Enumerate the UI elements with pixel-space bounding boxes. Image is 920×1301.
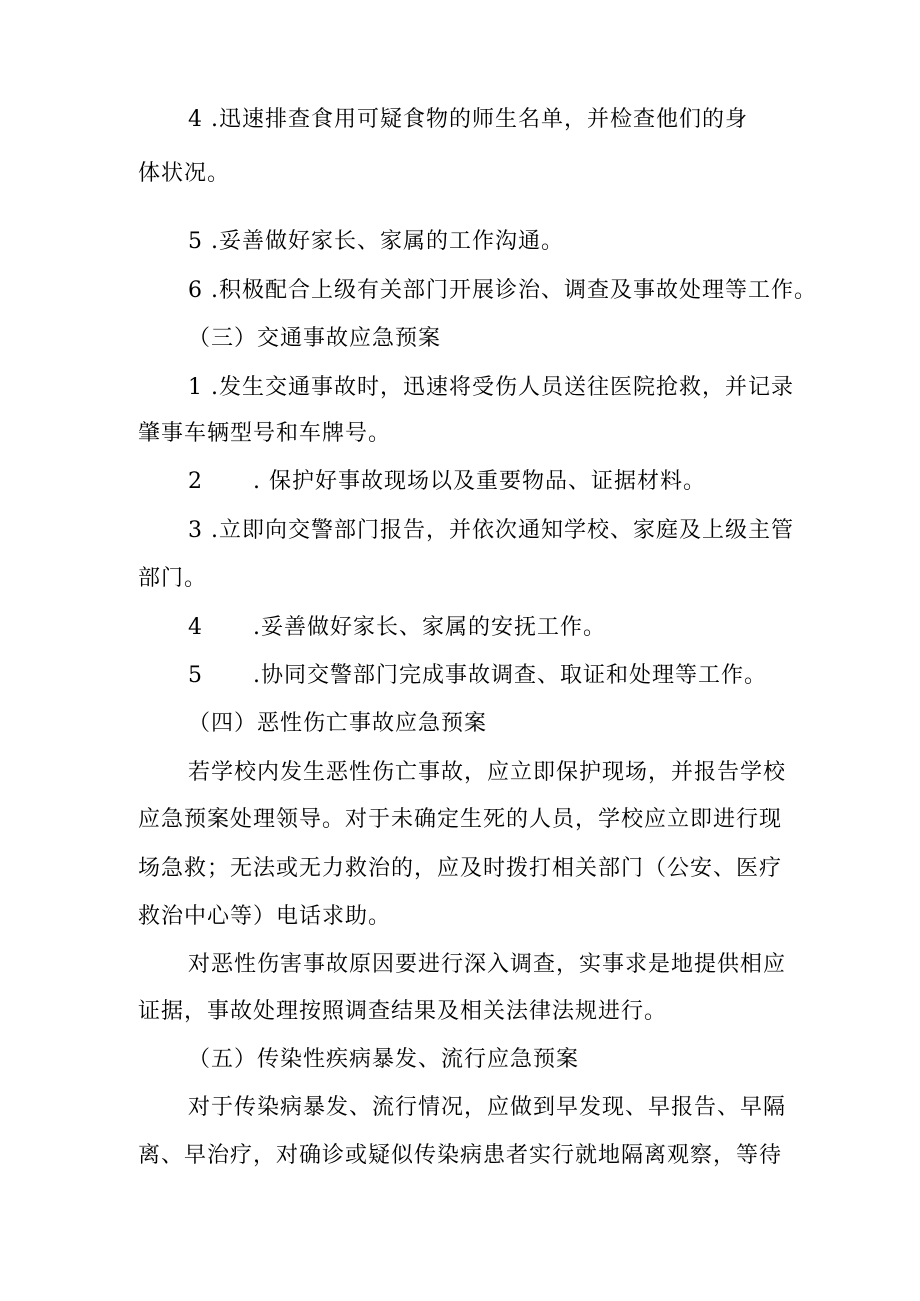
traffic-item-4-number: 4 <box>188 615 203 640</box>
food-item-5: 5 .妥善做好家长、家属的工作沟通。 <box>188 229 564 254</box>
traffic-item-4 <box>188 614 606 642</box>
section-4-para-1-line-4: 救治中心等）电话求助。 <box>138 904 392 929</box>
traffic-item-4-text: .妥善做好家长、家属的安抚工作。 <box>253 615 606 640</box>
section-5-para-1-line-2: 离、早治疗，对确诊或疑似传染病患者实行就地隔离观察，等待 <box>138 1143 783 1168</box>
section-4-heading: （四）恶性伤亡事故应急预案 <box>188 711 488 736</box>
section-4-para-2-line-1: 对恶性伤害事故原因要进行深入调查，实事求是地提供相应 <box>188 952 787 977</box>
traffic-item-5-number: 5 <box>188 663 203 688</box>
traffic-item-3-line-2: 部门。 <box>138 566 208 591</box>
traffic-item-2-text: . 保护好事故现场以及重要物品、证据材料。 <box>253 469 706 494</box>
traffic-item-1-line-2: 肇事车辆型号和车牌号。 <box>138 421 392 446</box>
traffic-item-1-line-1: 1 .发生交通事故时，迅速将受伤人员送往医院抢救，并记录 <box>188 375 794 400</box>
traffic-item-2 <box>188 468 706 496</box>
traffic-item-5 <box>188 662 767 690</box>
section-4-para-2-line-2: 证据，事故处理按照调查结果及相关法律法规进行。 <box>138 999 668 1024</box>
section-5-heading: （五）传染性疾病暴发、流行应急预案 <box>188 1047 580 1072</box>
section-4-para-1-line-1: 若学校内发生恶性伤亡事故，应立即保护现场，并报告学校 <box>188 760 787 785</box>
food-item-4-line-1: 4 .迅速排查食用可疑食物的师生名单，并检查他们的身 <box>188 107 748 132</box>
traffic-item-2-number: 2 <box>188 469 203 494</box>
traffic-item-5-text: .协同交警部门完成事故调查、取证和处理等工作。 <box>253 663 767 688</box>
section-4-para-1-line-3: 场急救；无法或无力救治的，应及时拨打相关部门（公安、医疗 <box>138 856 783 881</box>
section-3-heading: （三）交通事故应急预案 <box>188 326 442 351</box>
section-4-para-1-line-2: 应急预案处理领导。对于未确定生死的人员，学校应立即进行现 <box>138 807 783 832</box>
traffic-item-3-line-1: 3 .立即向交警部门报告，并依次通知学校、家庭及上级主管 <box>188 518 794 543</box>
food-item-4-line-2: 体状况。 <box>138 161 231 186</box>
food-item-6: 6 .积极配合上级有关部门开展诊治、调查及事故处理等工作。 <box>188 278 817 303</box>
section-5-para-1-line-1: 对于传染病暴发、流行情况，应做到早发现、早报告、早隔 <box>188 1095 787 1120</box>
